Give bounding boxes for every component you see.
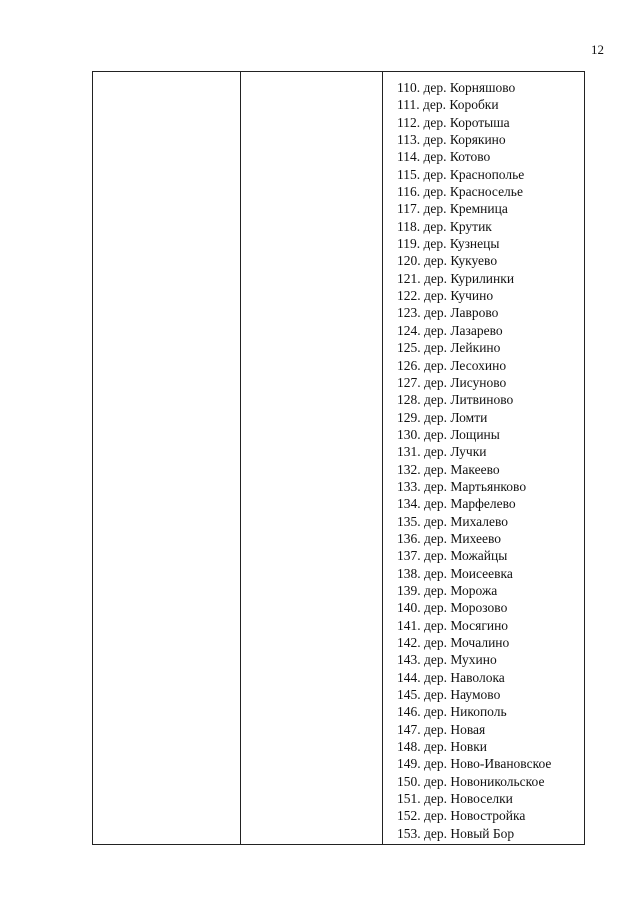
settlement-item: 145. дер. Наумово	[397, 687, 501, 703]
settlement-item: 147. дер. Новая	[397, 721, 486, 737]
settlement-item: 112. дер. Коротыша	[397, 114, 510, 130]
column-divider-1	[240, 72, 241, 844]
settlement-item: 141. дер. Мосягино	[397, 617, 509, 633]
settlement-item: 142. дер. Мочалино	[397, 635, 510, 650]
settlement-item: 122. дер. Кучино	[397, 288, 494, 304]
settlement-item: 134. дер. Марфелево	[397, 496, 516, 512]
settlement-item: 139. дер. Морожа	[397, 582, 498, 598]
settlement-item: 124. дер. Лазарево	[397, 322, 503, 338]
settlement-item: 144. дер. Наволока	[397, 669, 505, 685]
settlement-item: 150. дер. Новоникольское	[397, 773, 545, 789]
column-divider-2	[382, 72, 383, 844]
settlement-item: 131. дер. Лучки	[397, 444, 487, 460]
settlement-item: 143. дер. Мухино	[397, 652, 497, 668]
settlement-item: 140. дер. Морозово	[397, 600, 508, 616]
settlement-item: 133. дер. Мартьянково	[397, 478, 527, 494]
settlement-item: 132. дер. Макеево	[397, 461, 500, 477]
settlement-item: 126. дер. Лесохино	[397, 357, 507, 373]
settlement-item: 116. дер. Красноселье	[397, 184, 523, 200]
settlement-item: 149. дер. Ново-Ивановское	[397, 756, 552, 772]
settlement-item: 148. дер. Новки	[397, 739, 488, 755]
settlement-item: 110. дер. Корняшово	[397, 80, 516, 95]
settlement-item: 153. дер. Новый Бор	[397, 825, 515, 841]
settlements-table	[92, 71, 585, 845]
settlement-item: 125. дер. Лейкино	[397, 340, 501, 356]
settlement-item: 119. дер. Кузнецы	[397, 236, 500, 252]
settlement-item: 114. дер. Котово	[397, 149, 491, 165]
settlement-item: 113. дер. Корякино	[397, 132, 506, 148]
settlement-item: 117. дер. Кремница	[397, 201, 508, 217]
settlement-item: 127. дер. Лисуново	[397, 374, 507, 390]
settlement-item: 115. дер. Краснополье	[397, 166, 525, 182]
settlement-item: 146. дер. Никополь	[397, 704, 507, 720]
settlement-item: 152. дер. Новостройка	[397, 808, 526, 824]
settlement-item: 121. дер. Курилинки	[397, 270, 515, 286]
settlement-item: 136. дер. Михеево	[397, 530, 502, 546]
settlement-item: 135. дер. Михалево	[397, 513, 509, 529]
settlement-item: 138. дер. Моисеевка	[397, 565, 513, 581]
settlement-item: 111. дер. Коробки	[397, 97, 499, 113]
settlement-item: 120. дер. Кукуево	[397, 253, 498, 269]
settlement-list	[397, 79, 551, 842]
settlement-item: 118. дер. Крутик	[397, 218, 492, 234]
settlement-item: 123. дер. Лаврово	[397, 305, 499, 321]
settlement-item: 137. дер. Можайцы	[397, 548, 508, 564]
settlement-item: 128. дер. Литвиново	[397, 392, 514, 408]
settlement-item: 129. дер. Ломти	[397, 409, 488, 425]
page-number: 12	[591, 42, 604, 57]
settlement-item: 130. дер. Лощины	[397, 426, 500, 442]
settlement-item: 151. дер. Новоселки	[397, 791, 513, 807]
